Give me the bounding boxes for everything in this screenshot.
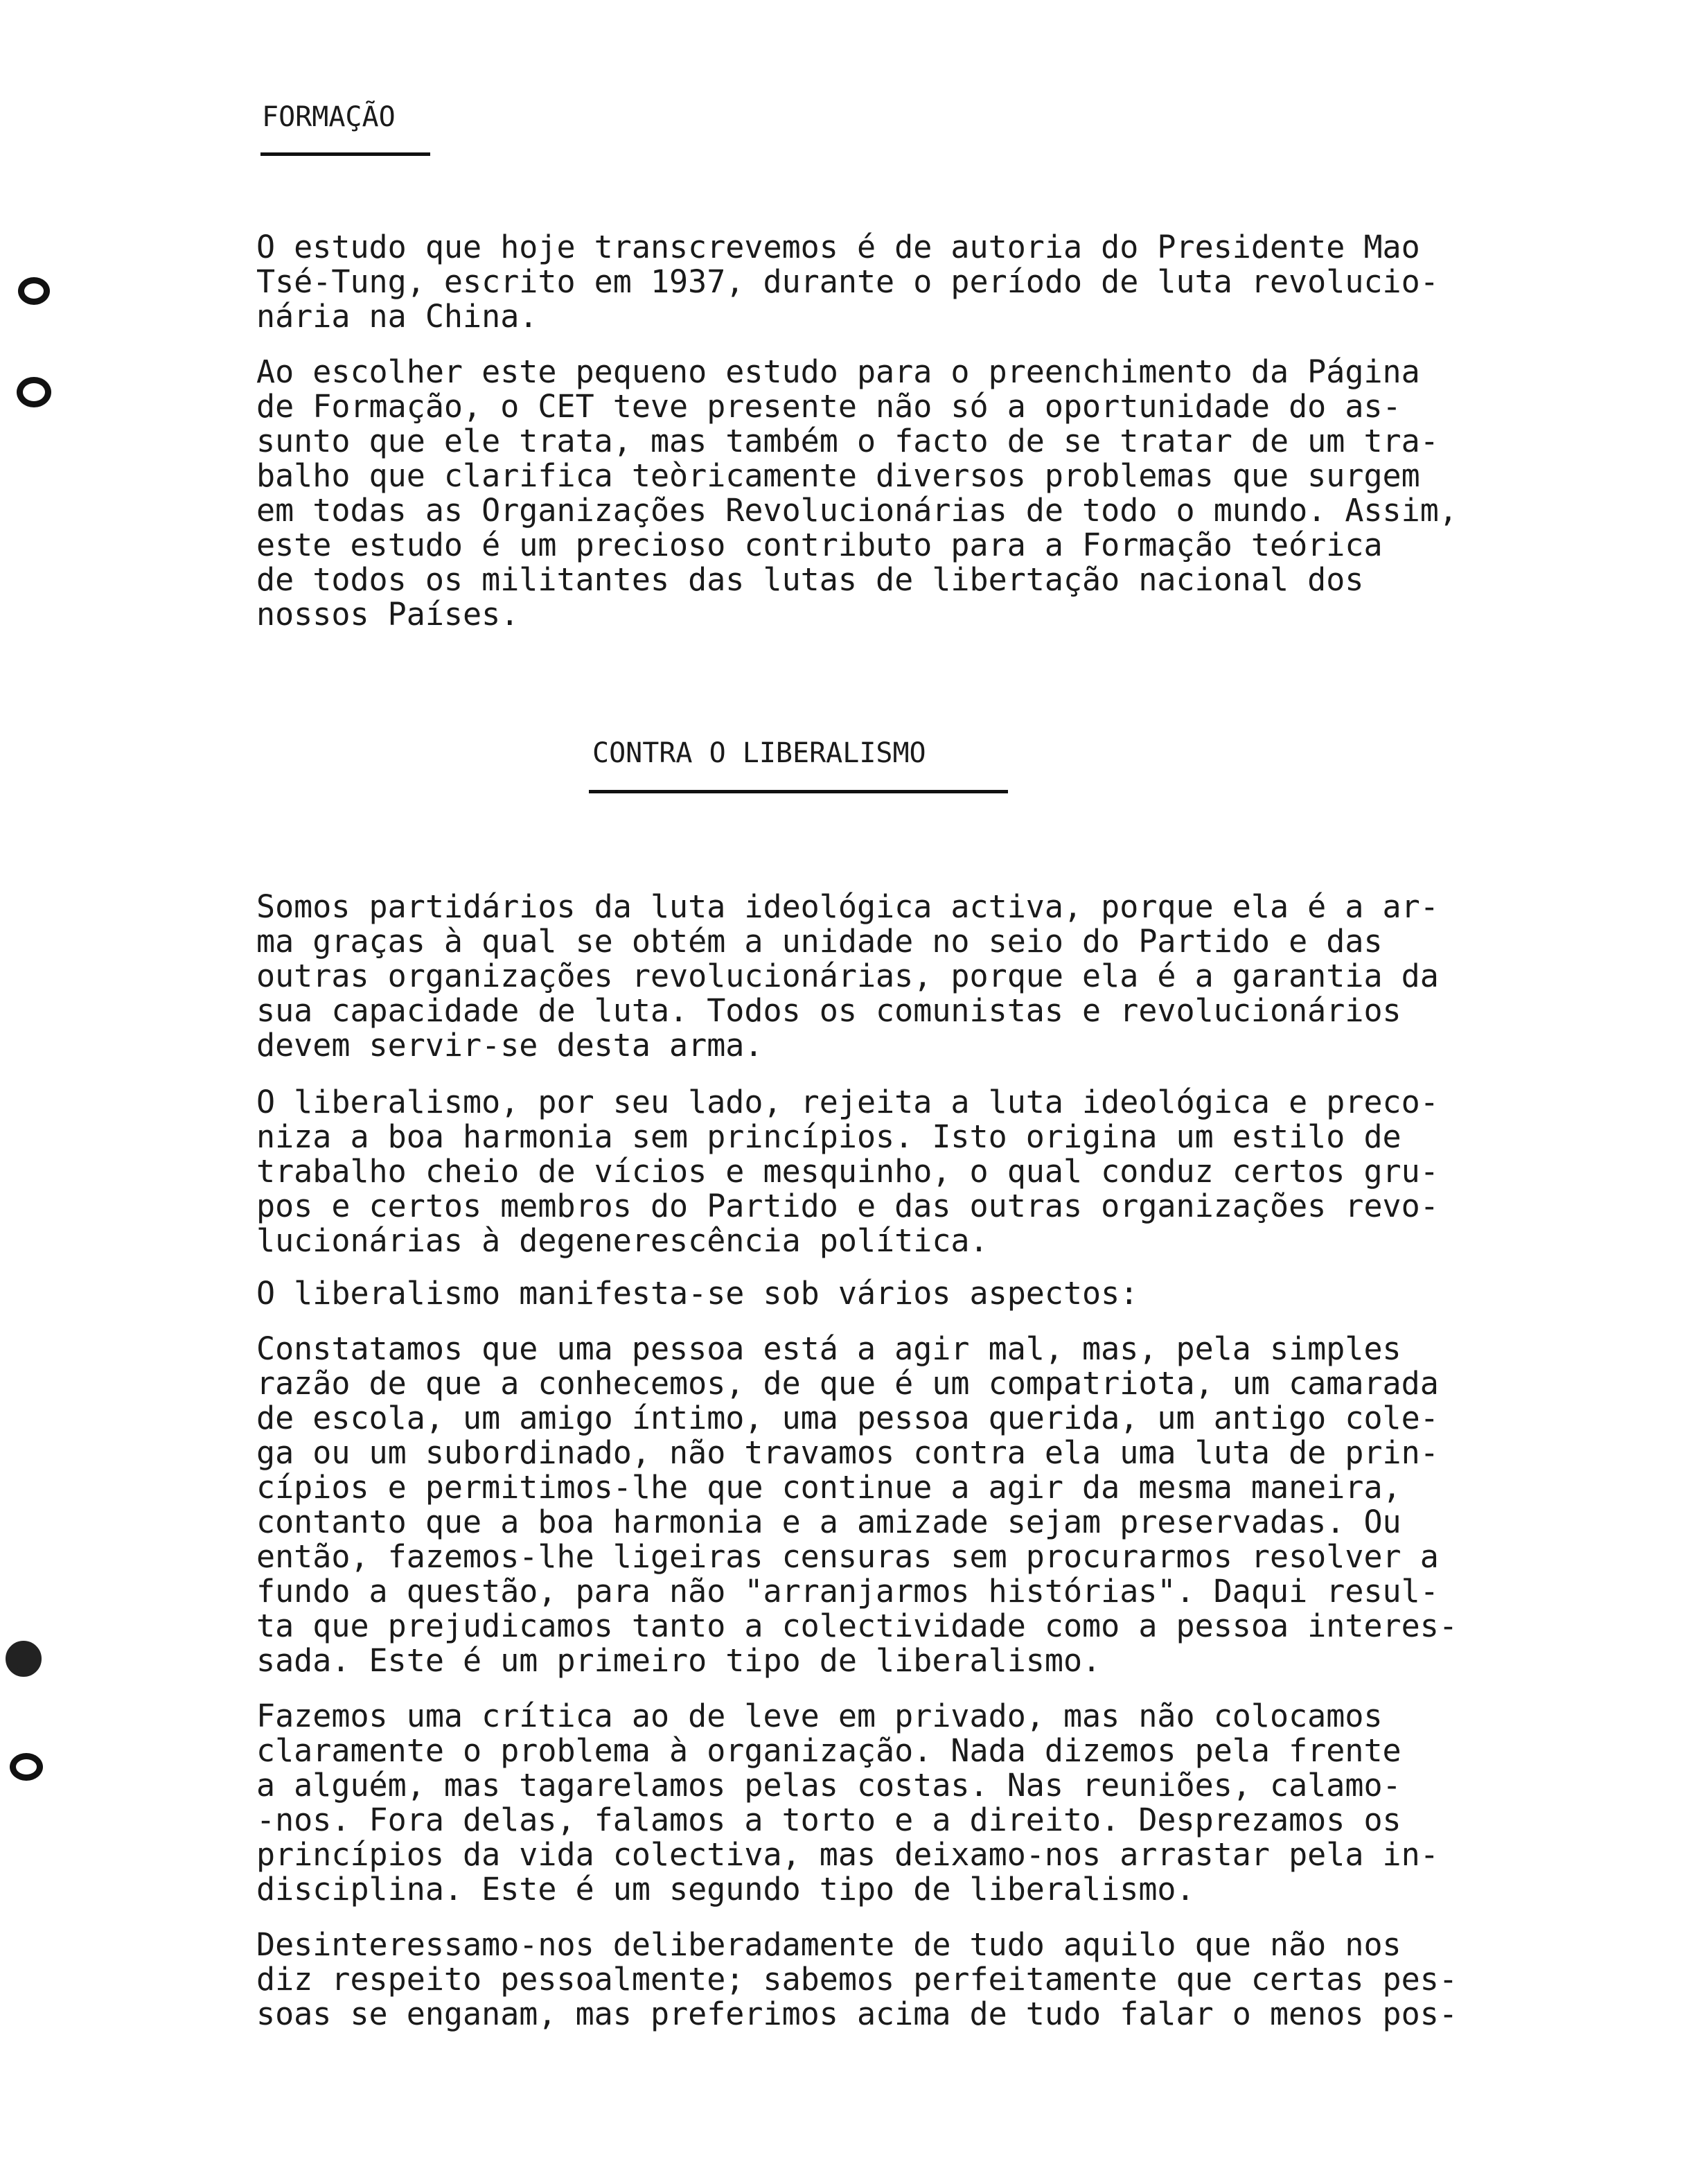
paragraph: [256, 1699, 1607, 1907]
paragraph: [256, 1276, 1607, 1311]
text-line: ma graças à qual se obtém a unidade no seio do Partido e das: [256, 923, 1383, 960]
punch-hole-icon: [10, 1753, 43, 1781]
text-line: Somos partidários da luta ideológica activa, porque ela é a ar-: [256, 888, 1439, 925]
text-line: Tsé-Tung, escrito em 1937, durante o período de luta revolucio-: [256, 263, 1439, 300]
paragraph: [256, 1085, 1607, 1258]
section-heading: FORMAÇÃO: [262, 101, 396, 133]
text-line: Fazemos uma crítica ao de leve em privado, mas não colocamos: [256, 1698, 1383, 1734]
paragraph: [256, 890, 1607, 1063]
punch-hole-icon: [6, 1641, 42, 1677]
text-line: O liberalismo manifesta-se sob vários aspectos:: [256, 1275, 1139, 1312]
text-line: sua capacidade de luta. Todos os comunistas e revolucionários: [256, 992, 1401, 1029]
text-line: O liberalismo, por seu lado, rejeita a luta ideológica e preco-: [256, 1084, 1439, 1120]
text-line: este estudo é um precioso contributo para a Formação teórica: [256, 527, 1383, 563]
text-line: soas se enganam, mas preferimos acima de tudo falar o menos pos-: [256, 1996, 1458, 2032]
text-line: nossos Países.: [256, 596, 520, 633]
section-heading-underline: [260, 152, 430, 156]
text-line: sunto que ele trata, mas também o facto de se tratar de um tra-: [256, 423, 1439, 459]
text-line: disciplina. Este é um segundo tipo de liberalismo.: [256, 1871, 1195, 1908]
article-title-underline: [589, 790, 1008, 793]
article-title: CONTRA O LIBERALISMO: [592, 737, 926, 769]
paragraph: [256, 355, 1607, 632]
text-line: pos e certos membros do Partido e das outras organizações revo-: [256, 1188, 1439, 1224]
text-line: sada. Este é um primeiro tipo de liberalismo.: [256, 1642, 1102, 1679]
text-line: fundo a questão, para não "arranjarmos histórias". Daqui resul-: [256, 1573, 1439, 1610]
text-line: ta que prejudicamos tanto a colectividade como a pessoa interes-: [256, 1608, 1458, 1644]
text-line: princípios da vida colectiva, mas deixamo-nos arrastar pela in-: [256, 1836, 1439, 1873]
punch-hole-icon: [17, 377, 51, 407]
paragraph: [256, 1332, 1607, 1678]
punch-hole-icon: [18, 277, 50, 305]
text-line: a alguém, mas tagarelamos pelas costas. Nas reuniões, calamo-: [256, 1767, 1401, 1804]
text-line: balho que clarifica teòricamente diversos problemas que surgem: [256, 457, 1420, 494]
text-line: O estudo que hoje transcrevemos é de autoria do Presidente Mao: [256, 229, 1420, 265]
text-line: de todos os militantes das lutas de libertação nacional dos: [256, 561, 1364, 598]
text-line: claramente o problema à organização. Nada dizemos pela frente: [256, 1732, 1401, 1769]
text-line: -nos. Fora delas, falamos a torto e a direito. Desprezamos os: [256, 1802, 1401, 1838]
paragraph: [256, 230, 1607, 334]
text-line: então, fazemos-lhe ligeiras censuras sem procurarmos resolver a: [256, 1538, 1439, 1575]
text-line: razão de que a conhecemos, de que é um compatriota, um camarada: [256, 1365, 1439, 1402]
text-line: lucionárias à degenerescência política.: [256, 1222, 989, 1259]
text-line: niza a boa harmonia sem princípios. Isto origina um estilo de: [256, 1118, 1401, 1155]
text-line: de Formação, o CET teve presente não só a oportunidade do as-: [256, 388, 1401, 425]
paragraph: [256, 1928, 1607, 2032]
text-line: devem servir-se desta arma.: [256, 1027, 763, 1064]
text-line: em todas as Organizações Revolucionárias de todo o mundo. Assim,: [256, 492, 1458, 529]
text-line: contanto que a boa harmonia e a amizade sejam preservadas. Ou: [256, 1504, 1401, 1540]
text-line: Desinteressamo-nos deliberadamente de tudo aquilo que não nos: [256, 1926, 1401, 1963]
text-line: de escola, um amigo íntimo, uma pessoa querida, um antigo cole-: [256, 1400, 1439, 1436]
text-line: trabalho cheio de vícios e mesquinho, o qual conduz certos gru-: [256, 1153, 1439, 1190]
text-line: ga ou um subordinado, não travamos contra ela uma luta de prin-: [256, 1434, 1439, 1471]
text-line: Constatamos que uma pessoa está a agir mal, mas, pela simples: [256, 1330, 1401, 1367]
text-line: Ao escolher este pequeno estudo para o preenchimento da Página: [256, 353, 1420, 390]
text-line: diz respeito pessoalmente; sabemos perfeitamente que certas pes-: [256, 1961, 1458, 1998]
text-line: outras organizações revolucionárias, porque ela é a garantia da: [256, 958, 1439, 994]
text-line: cípios e permitimos-lhe que continue a agir da mesma maneira,: [256, 1469, 1401, 1506]
text-line: nária na China.: [256, 298, 538, 335]
